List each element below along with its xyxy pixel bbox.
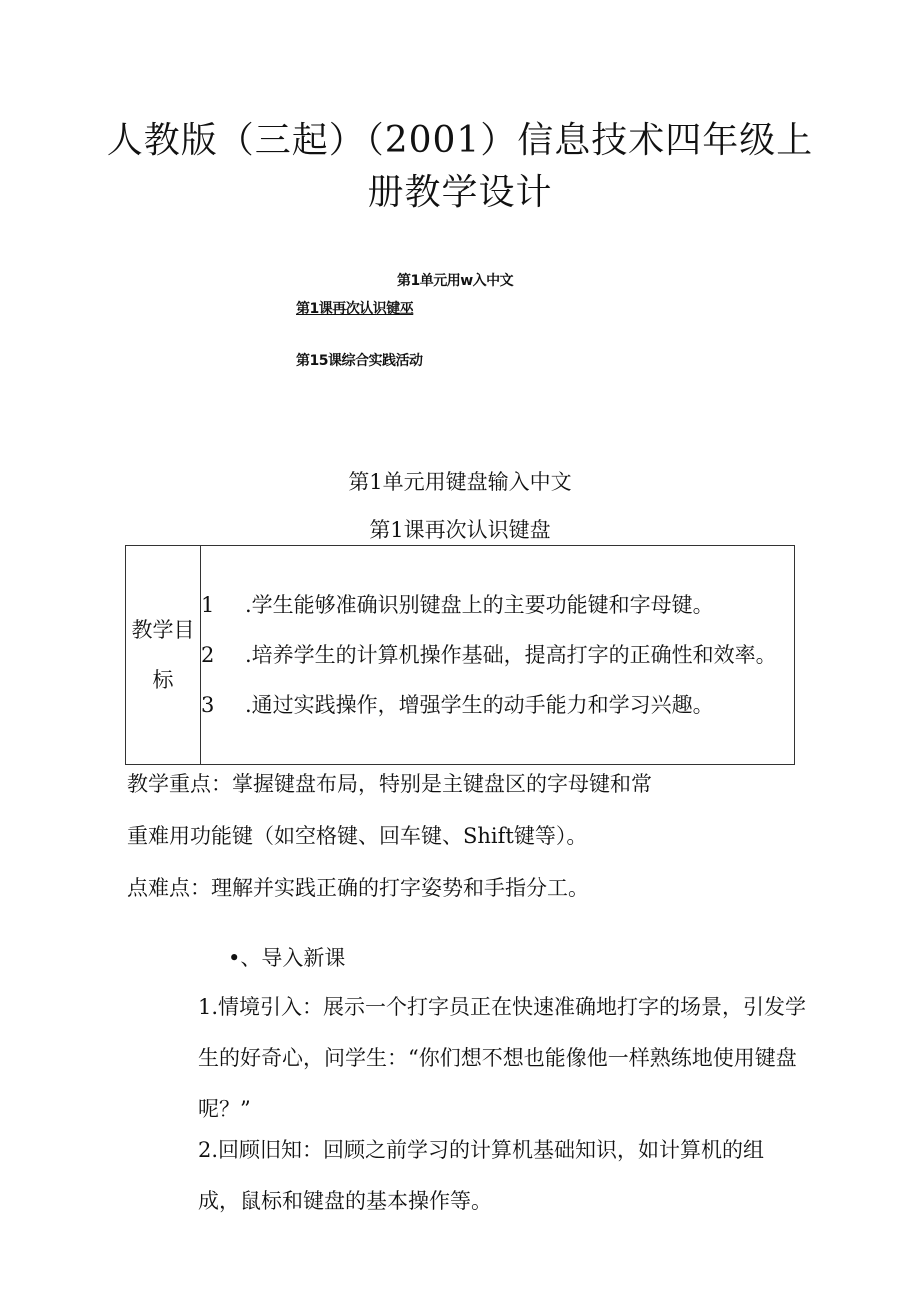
intro-step — [198, 982, 813, 1135]
objective-number: 2 — [201, 643, 215, 667]
objectives-label-line1: 教学目 — [131, 618, 195, 642]
key-points-line2: 重难用功能键（如空格键、回车键、Shift键等）。 — [127, 824, 588, 848]
objective-text: .通过实践操作，增强学生的动手能力和学习兴趣。 — [245, 693, 714, 717]
toc-lesson-15[interactable]: 第15课综合实践活动 — [296, 353, 423, 369]
intro-step — [198, 1125, 798, 1227]
step-text: .回顾旧知：回顾之前学习的计算机基础知识，如计算机的组成，鼠标和键盘的基本操作等。 — [198, 1138, 765, 1213]
objectives-label — [126, 546, 201, 765]
objective-item — [201, 630, 794, 680]
objectives-label-line2: 标 — [152, 668, 174, 692]
step-number: 2 — [198, 1138, 212, 1162]
intro-heading: •、导入新课 — [228, 946, 346, 970]
objective-number: 3 — [201, 693, 215, 717]
lesson-heading: 第1课再次认识键盘 — [369, 518, 551, 542]
objective-item — [201, 680, 794, 730]
document-title-line1: 人教版（三起）（2001）信息技术四年级上 — [106, 120, 814, 161]
unit-heading: 第1单元用键盘输入中文 — [348, 470, 572, 494]
key-points-line1: 教学重点：掌握键盘布局，特别是主键盘区的字母键和常 — [127, 772, 652, 796]
toc-unit: 第1单元用w入中文 — [397, 273, 514, 289]
objectives-table — [125, 545, 795, 765]
step-number: 1 — [198, 995, 212, 1019]
document-title-line2: 册教学设计 — [367, 172, 553, 213]
objective-text: .学生能够准确识别键盘上的主要功能键和字母键。 — [245, 593, 714, 617]
objective-number: 1 — [201, 593, 215, 617]
key-points-line3: 点难点：理解并实践正确的打字姿势和手指分工。 — [127, 876, 589, 900]
step-text: .情境引入：展示一个打字员正在快速准确地打字的场景，引发学生的好奇心，问学生：“你们想不想也能像他一样熟练地使用键盘呢？” — [198, 995, 807, 1121]
objective-item — [201, 580, 794, 630]
objectives-content — [201, 546, 795, 765]
toc-lesson-1[interactable]: 第1课再次认识键巫 — [296, 301, 414, 317]
objective-text: .培养学生的计算机操作基础，提高打字的正确性和效率。 — [245, 643, 777, 667]
